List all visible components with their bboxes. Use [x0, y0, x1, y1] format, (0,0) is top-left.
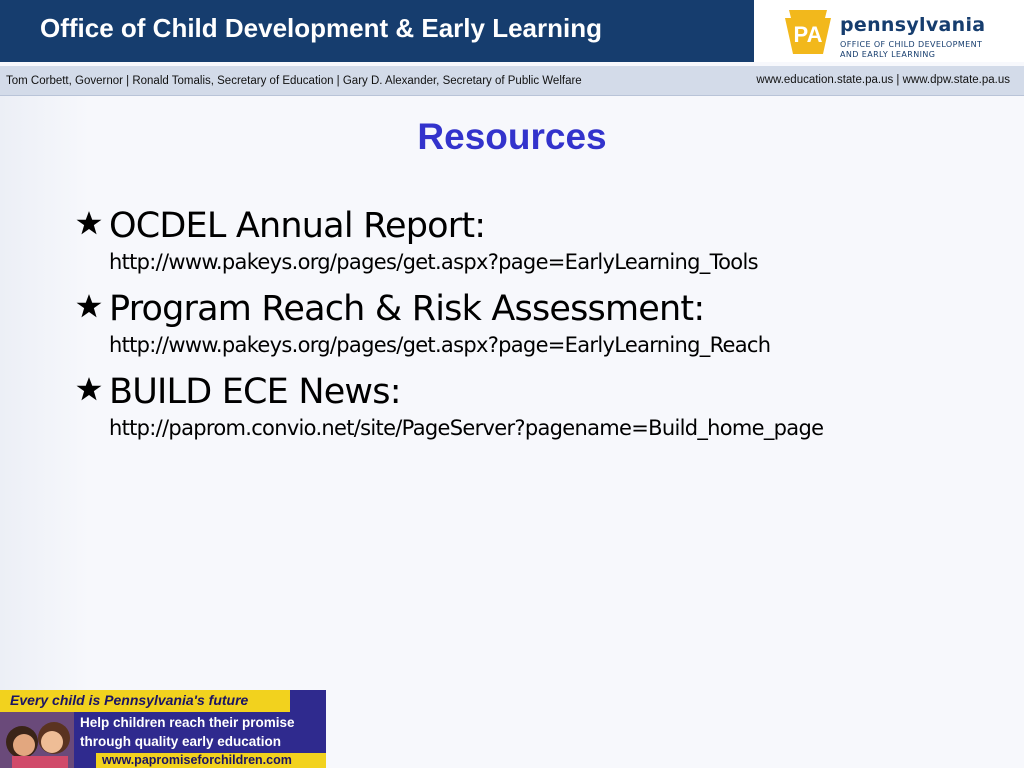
websites-text[interactable]: www.education.state.pa.us | www.dpw.state.pa.us	[756, 74, 1010, 86]
office-title: Office of Child Development & Early Learning	[40, 13, 602, 43]
bullet-heading: OCDEL Annual Report:	[109, 206, 486, 246]
slide-title: Resources	[417, 116, 607, 157]
banner-line-1: Help children reach their promise	[80, 715, 295, 730]
children-photo	[0, 712, 74, 768]
header-bar	[0, 0, 1024, 62]
star-bullet-icon	[76, 210, 102, 236]
logo-subtitle	[840, 40, 1020, 60]
bullet-heading: Program Reach & Risk Assessment:	[109, 289, 705, 329]
resource-link[interactable]: http://www.pakeys.org/pages/get.aspx?page=EarlyLearning_Reach	[109, 333, 771, 357]
banner-headline: Every child is Pennsylvania's future	[10, 692, 249, 708]
list-item	[76, 288, 976, 360]
star-bullet-icon	[76, 293, 102, 319]
resource-link[interactable]: http://www.pakeys.org/pages/get.aspx?page=EarlyLearning_Tools	[109, 250, 758, 274]
resource-link[interactable]: http://paprom.convio.net/site/PageServer?pagename=Build_home_page	[109, 416, 824, 440]
logo-subtitle-line1: OFFICE OF CHILD DEVELOPMENT	[840, 40, 983, 49]
logo-badge-text: PA	[793, 22, 823, 47]
banner-url[interactable]: www.papromiseforchildren.com	[96, 753, 326, 768]
resource-list	[76, 205, 976, 454]
bullet-heading: BUILD ECE News:	[109, 372, 401, 412]
keystone-icon	[783, 8, 833, 56]
list-item	[76, 371, 976, 443]
officials-bar	[0, 66, 1024, 96]
list-item	[76, 205, 976, 277]
pennsylvania-logo	[754, 0, 1024, 62]
logo-name: pennsylvania	[840, 14, 986, 36]
banner-headline-strip	[0, 690, 290, 712]
promise-banner	[0, 690, 326, 768]
logo-subtitle-line2: AND EARLY LEARNING	[840, 50, 936, 59]
banner-line-2: through quality early education	[80, 734, 282, 749]
officials-text: Tom Corbett, Governor | Ronald Tomalis, Secretary of Education | Gary D. Alexander, Secretary of Public Welfare	[6, 75, 582, 87]
star-bullet-icon	[76, 376, 102, 402]
